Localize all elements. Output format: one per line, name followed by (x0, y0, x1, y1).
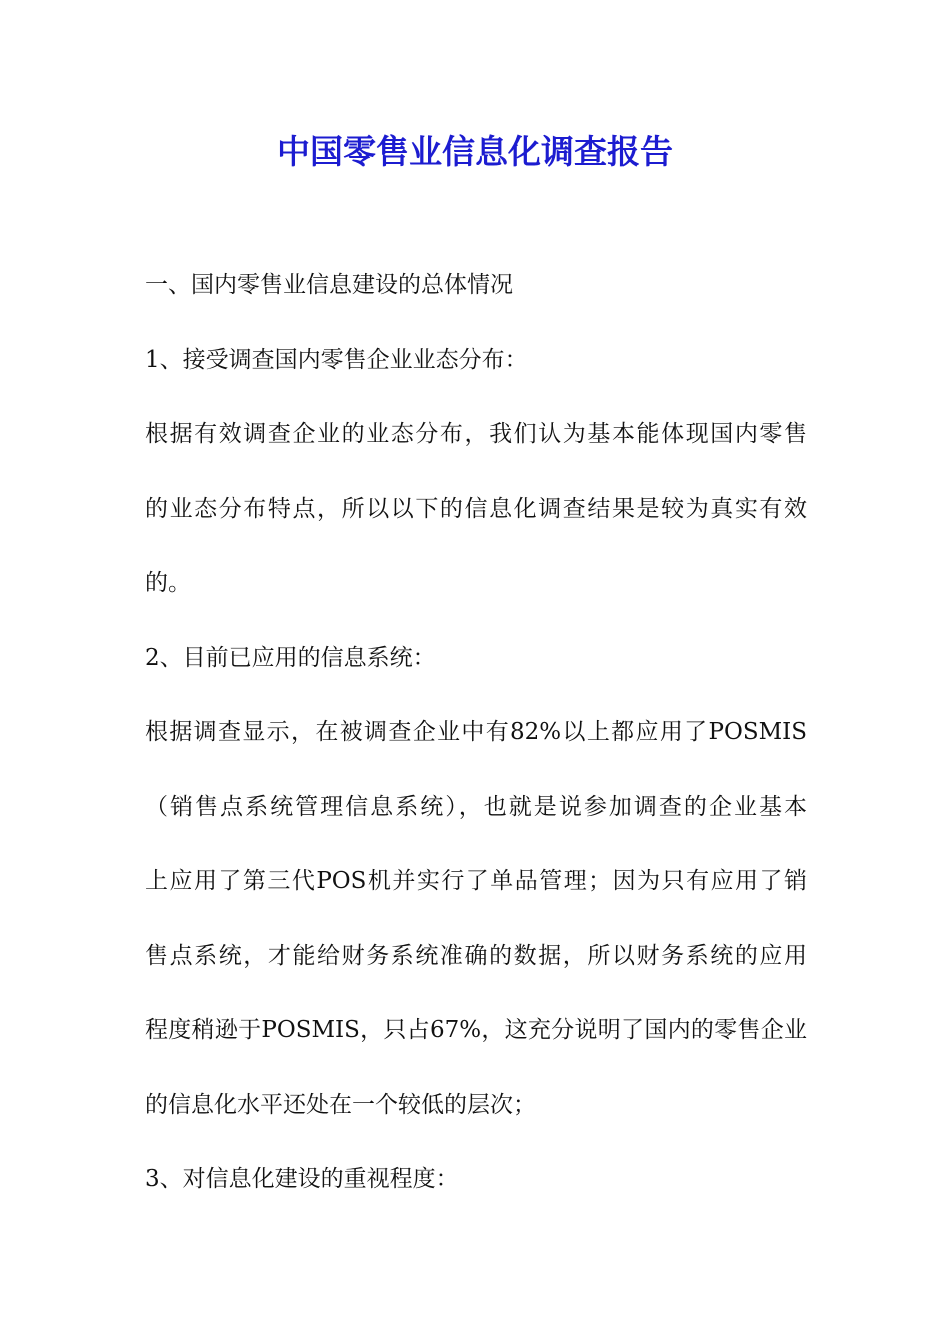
paragraph-line: 的。 (145, 570, 191, 596)
paragraph-line: （销售点系统管理信息系统），也就是说参加调查的企业基本 (145, 793, 807, 820)
paragraph-line: 的信息化水平还处在一个较低的层次； (145, 1091, 536, 1118)
document-body (145, 262, 807, 1231)
subsection-heading: 1、接受调查国内零售企业业态分布： (145, 346, 528, 373)
paragraph-line: 程度稍逊于POSMIS，只占67%，这充分说明了国内的零售企业 (145, 1017, 807, 1043)
paragraph-line: 上应用了第三代POS机并实行了单品管理；因为只有应用了销 (145, 868, 807, 894)
subsection-heading: 3、对信息化建设的重视程度： (145, 1166, 459, 1192)
paragraph-line: 售点系统，才能给财务系统准确的数据，所以财务系统的应用 (145, 942, 807, 969)
paragraph-line: 的业态分布特点，所以以下的信息化调查结果是较为真实有效 (145, 495, 807, 522)
subsection-heading: 2、目前已应用的信息系统： (145, 644, 436, 671)
paragraph-line: 根据调查显示，在被调查企业中有82%以上都应用了POSMIS (145, 719, 807, 745)
document-title: 中国零售业信息化调查报告 (277, 132, 673, 171)
section-heading: 一、国内零售业信息建设的总体情况 (145, 272, 513, 298)
paragraph-line: 根据有效调查企业的业态分布，我们认为基本能体现国内零售 (145, 421, 807, 447)
